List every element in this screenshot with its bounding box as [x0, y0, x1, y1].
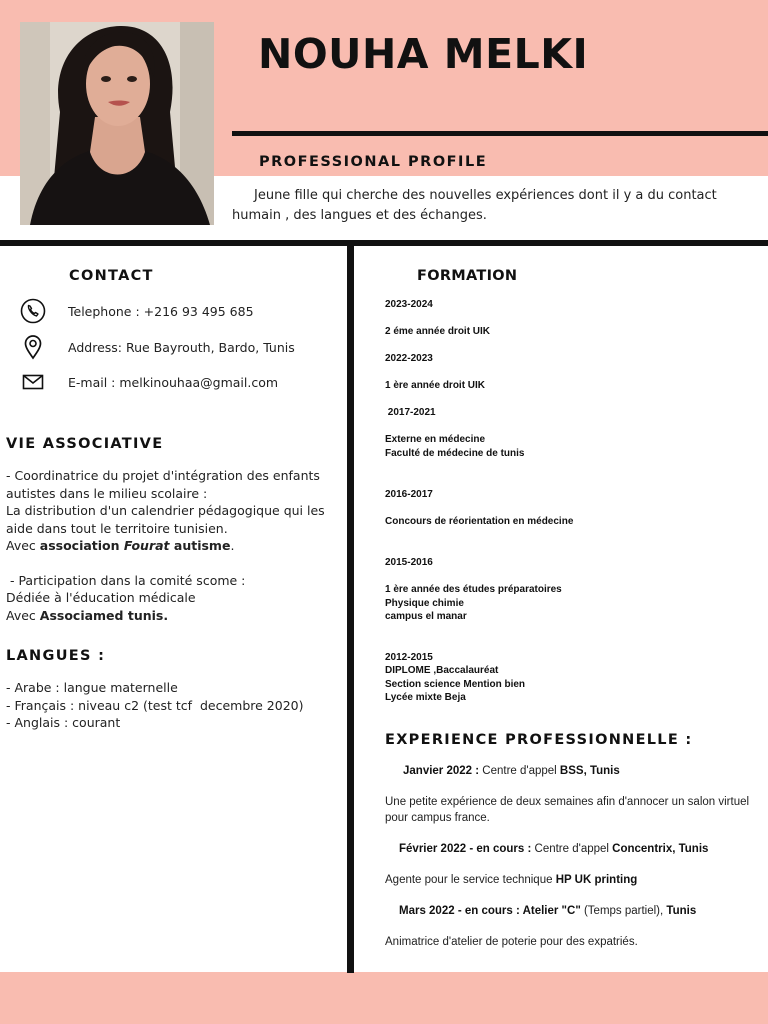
formation-detail: 2 éme année droit UIK	[385, 326, 491, 337]
experience-2-desc: Agente pour le service technique HP UK printing	[385, 874, 638, 886]
formation-detail: 1 ère année des études préparatoires	[385, 584, 562, 595]
assoc-line: - Participation dans la comité scome :	[6, 572, 246, 588]
formation-detail: 1 ère année droit UIK	[385, 380, 486, 391]
spacer	[6, 555, 344, 572]
formation-detail: Physique chimie	[385, 598, 464, 609]
formation-detail: DIPLOME ,Baccalauréat	[385, 665, 499, 676]
experience-2-header: Février 2022 - en cours : Centre d'appel Concentrix, Tunis	[399, 843, 709, 855]
assoc-line: Avec Associamed tunis.	[6, 607, 169, 623]
phone-text: Telephone : +216 93 495 685	[68, 303, 254, 319]
langue-item: - Anglais : courant	[6, 715, 121, 730]
formation-detail: campus el manar	[385, 611, 467, 622]
contact-address	[20, 333, 295, 361]
experience-1-desc: Une petite expérience de deux semaines afin d'annocer un salon virtuel pour campus france.	[385, 796, 750, 824]
experience-3-desc: Animatrice d'atelier de poterie pour des expatriés.	[385, 936, 638, 948]
langue-item: - Arabe : langue maternelle	[6, 680, 178, 695]
formation-year: 2017-2021	[385, 407, 436, 418]
section-divider	[0, 240, 768, 246]
langues-list	[6, 679, 344, 732]
assoc-line: Dédiée à l'éducation médicale	[6, 590, 196, 605]
footer-band	[0, 972, 768, 1024]
profile-title: PROFESSIONAL PROFILE	[259, 154, 488, 170]
experience-title: EXPERIENCE PROFESSIONNELLE :	[385, 732, 693, 748]
location-pin-icon	[20, 334, 46, 360]
formation-year: 2012-2015	[385, 652, 433, 663]
formation-year: 2016-2017	[385, 489, 433, 500]
experience-1-header: Janvier 2022 : Centre d'appel BSS, Tunis	[403, 765, 620, 777]
formation-year: 2022-2023	[385, 353, 433, 364]
contact-email	[20, 368, 279, 396]
langues-title: LANGUES :	[6, 648, 106, 664]
assoc-line: La distribution d'un calendrier pédagogique qui les aide dans tout le territoire tunisien.	[6, 503, 325, 536]
mail-icon	[20, 369, 46, 395]
formation-detail: Faculté de médecine de tunis	[385, 448, 525, 459]
assoc-line: - Coordinatrice du projet d'intégration des enfants autistes dans le milieu scolaire :	[6, 468, 320, 501]
formation-detail: Section science Mention bien	[385, 679, 526, 690]
profile-text-content: Jeune fille qui cherche des nouvelles expériences dont il y a du contact humain , des langues et des échanges.	[232, 188, 717, 223]
address-text: Address: Rue Bayrouth, Bardo, Tunis	[68, 339, 295, 355]
header-rule	[232, 131, 768, 136]
experience-3-header: Mars 2022 - en cours : Atelier "C" (Temps partiel), Tunis	[399, 905, 697, 917]
candidate-name: NOUHA MELKI	[258, 30, 589, 78]
contact-phone	[20, 297, 254, 325]
profile-text	[232, 186, 742, 226]
formation-title: FORMATION	[417, 268, 518, 284]
formation-detail: Concours de réorientation en médecine	[385, 516, 574, 527]
assoc-line: Avec association Fourat autisme.	[6, 538, 235, 553]
formation-detail: Externe en médecine	[385, 434, 486, 445]
email-text: E-mail : melkinouhaa@gmail.com	[68, 374, 279, 390]
vie-associative-title: VIE ASSOCIATIVE	[6, 436, 164, 452]
column-divider	[347, 246, 354, 973]
langue-item: - Français : niveau c2 (test tcf decembre 2020)	[6, 697, 304, 713]
formation-year: 2015-2016	[385, 557, 433, 568]
contact-title: CONTACT	[69, 268, 154, 284]
phone-icon	[20, 298, 46, 324]
formation-year: 2023-2024	[385, 299, 433, 310]
profile-photo	[20, 22, 214, 225]
formation-detail: Lycée mixte Beja	[385, 692, 466, 703]
vie-associative-block	[6, 467, 344, 624]
